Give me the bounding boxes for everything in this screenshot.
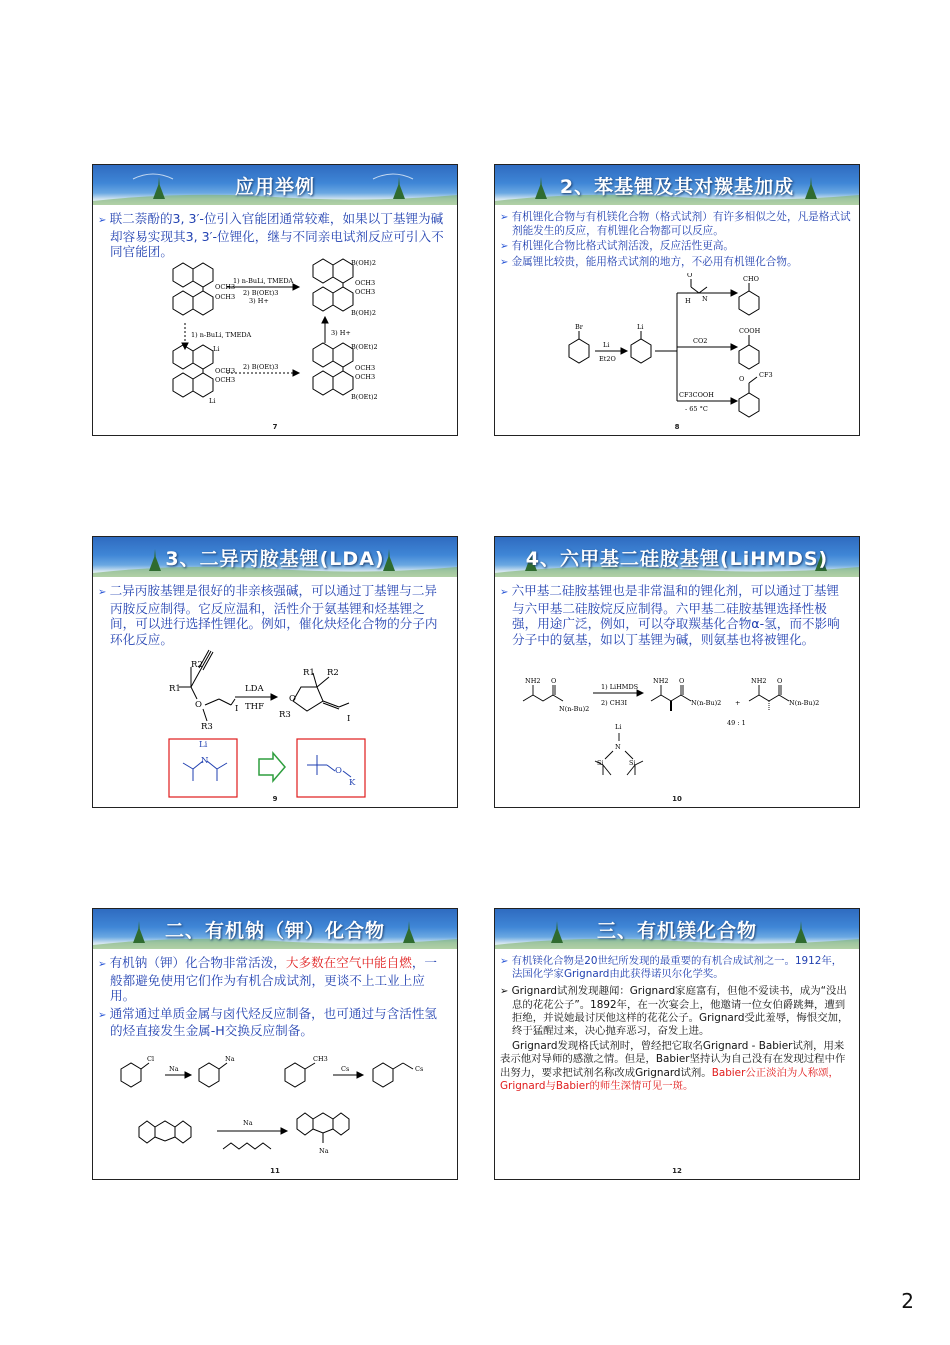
atom-label: N <box>702 295 708 303</box>
slide-page-number: 9 <box>272 795 278 803</box>
group-label: B(OEt)2 <box>351 343 378 351</box>
slide-body <box>98 955 449 1041</box>
slide-page-number: 7 <box>272 423 278 431</box>
atom-label: O <box>687 273 693 279</box>
atom-label: Si <box>597 759 604 767</box>
atom-label: O <box>739 375 745 383</box>
slide-title: 应用举例 <box>234 176 315 198</box>
reagent-label: 1) LiHMDS <box>601 683 639 691</box>
atom-label: Li <box>637 323 644 331</box>
reagent-label: Et2O <box>599 355 616 363</box>
slide-title: 二、有机钠（钾）化合物 <box>164 920 385 942</box>
atom-label: Br <box>575 323 583 331</box>
bullet-item <box>500 955 851 981</box>
group-label: COOH <box>739 327 761 335</box>
group-label: CH3 <box>313 1055 328 1063</box>
group-label: N(n-Bu)2 <box>691 699 722 707</box>
slide-banner <box>495 165 859 205</box>
reagent-label: Li <box>603 341 610 349</box>
slide-banner <box>93 909 457 949</box>
slide-page-number: 11 <box>270 1167 280 1175</box>
arrow-right-icon <box>259 753 285 781</box>
group-label: OCH3 <box>215 376 236 384</box>
arrow-bullet-icon: ➢ <box>500 212 512 223</box>
atom-label: K <box>349 778 356 788</box>
group-label: NH2 <box>525 677 541 685</box>
bullet-text: 金属锂比较贵，能用格式试剂的地方，不必用有机锂化合物。 <box>511 255 798 268</box>
bullet-item <box>500 985 851 1038</box>
slide-title: 2、苯基锂及其对羰基加成 <box>559 176 795 198</box>
group-label: R3 <box>279 710 291 720</box>
reagent-label: - 65 °C <box>685 405 708 413</box>
reagent-label: Na <box>169 1065 179 1073</box>
reagent-label: LDA <box>245 684 264 694</box>
paragraph-highlight: Babier公正淡泊为人称颂，Grignard与Babier的师生深情可见一斑。 <box>500 1066 839 1092</box>
group-label: Li <box>209 397 216 405</box>
arrow-bullet-icon: ➢ <box>500 241 512 252</box>
group-label: OCH3 <box>355 279 376 287</box>
group-label: Li <box>213 345 220 353</box>
arrow-bullet-icon: ➢ <box>500 587 512 598</box>
story-paragraph <box>500 1040 851 1093</box>
group-label: B(OH)2 <box>351 309 376 317</box>
bullet-text: 有机镁化合物是20世纪所发现的最重要的有机合成试剂之一。1912年，法国化学家Grignard由此获得诺贝尔化学奖。 <box>511 955 843 981</box>
atom-label: I <box>235 704 239 714</box>
paragraph-text: Grignard发现格氏试剂时，曾经把它取名Grignard - Babier试剂，用来表示他对导师的感激之情。但是，Babier坚持认为自己没有在发现过程中作出努力，要求把试剂名称改成Grignard试剂。 <box>500 1040 846 1079</box>
reagent-label: 2) B(OEt)3 <box>243 289 279 297</box>
atom-label: Cs <box>415 1065 424 1073</box>
group-label: R1 <box>303 668 315 678</box>
atom-label: O <box>289 694 296 704</box>
organosodium-scheme <box>93 1049 457 1179</box>
slide-body <box>500 211 851 271</box>
slide-page-number: 12 <box>672 1167 682 1175</box>
group-label: R2 <box>191 660 203 670</box>
bullet-highlight: 大多数在空气中能自燃 <box>285 955 412 970</box>
reagent-label: CO2 <box>693 337 708 345</box>
bullet-item <box>98 955 449 1004</box>
slide-banner <box>93 165 457 205</box>
slide-banner <box>495 537 859 577</box>
group-label: B(OEt)2 <box>351 393 378 401</box>
slide-page-number: 8 <box>674 423 680 431</box>
atom-label: Na <box>319 1147 329 1155</box>
atom-label: O <box>777 677 783 685</box>
atom-label: O <box>679 677 685 685</box>
lda-cyclization-scheme <box>93 645 457 805</box>
reagent-label: 2) B(OEt)3 <box>243 363 279 371</box>
bullet-text: 二异丙胺基锂是很好的非亲核强碱，可以通过丁基锂与二异丙胺反应制得。它反应温和，活性介于氨基锂和烃基锂之间，可以进行选择性锂化。例如，催化炔烃化合物的分子内环化反应。 <box>109 583 438 647</box>
slide-banner <box>93 537 457 577</box>
reagent-label: 3) H+ <box>331 329 351 337</box>
atom-label: Li <box>199 740 208 750</box>
bullet-text: Grignard试剂发现趣闻：Grignard家庭富有，但他不爱读书，成为“没出息的花花公子”。1892年，在一次宴会上，他邀请一位女伯爵跳舞，遭到拒绝，并说她最讨厌他这样的花花公子。Grignard受此羞辱，悔恨交加，终于猛醒过来，决心抛弃恶习，奋发上进。 <box>511 985 849 1038</box>
bullet-item <box>98 211 449 260</box>
slide-body <box>98 583 449 649</box>
arrow-bullet-icon: ➢ <box>500 956 512 967</box>
bullet-text: 联二萘酚的3, 3′-位引入官能团通常较难，如果以丁基锂为碱却容易实现其3, 3′-位锂化，继与不同亲电试剂反应可引入不同官能团。 <box>109 211 444 259</box>
atom-label: O <box>551 677 557 685</box>
group-label: OCH3 <box>215 367 236 375</box>
bullet-item <box>500 583 851 647</box>
atom-label: I <box>347 714 351 724</box>
slide-title: 3、二异丙胺基锂(LDA) <box>165 548 385 570</box>
plus-label: + <box>735 699 741 707</box>
phenyllithium-scheme <box>495 273 859 423</box>
bullet-text: 有机锂化合物比格式试剂活泼，反应活性更高。 <box>511 240 735 252</box>
slide-11 <box>92 908 458 1180</box>
slide-body <box>98 211 449 262</box>
group-label: OCH3 <box>355 373 376 381</box>
reagent-label: THF <box>245 702 264 712</box>
atom-label: N <box>201 756 209 766</box>
group-label: CF3 <box>759 371 773 379</box>
arrow-bullet-icon: ➢ <box>500 986 512 998</box>
binaphthol-scheme <box>93 257 457 427</box>
group-label: NH2 <box>751 677 767 685</box>
bullet-item <box>500 211 851 238</box>
arrow-bullet-icon: ➢ <box>98 587 110 598</box>
bullet-text: 有机钠（钾）化合物非常活泼， <box>109 955 286 970</box>
bullet-text: 有机锂化合物与有机镁化合物（格式试剂）有许多相似之处，凡是格式试剂能发生的反应，有机锂化合物都可以反应。 <box>511 211 851 237</box>
arrow-bullet-icon: ➢ <box>98 215 110 226</box>
slide-7 <box>92 164 458 436</box>
reagent-label: CF3COOH <box>679 391 714 399</box>
atom-label: Si <box>629 759 636 767</box>
arrow-bullet-icon: ➢ <box>98 959 110 970</box>
group-label: OCH3 <box>215 293 236 301</box>
slide-banner <box>495 909 859 949</box>
reagent-label: Na <box>243 1119 253 1127</box>
atom-label: N <box>615 743 621 751</box>
slide-title: 4、六甲基二硅胺基锂(LiHMDS) <box>525 548 829 570</box>
atom-label: Na <box>225 1055 235 1063</box>
slide-10 <box>494 536 860 808</box>
slide-body <box>500 955 851 1093</box>
slide-9 <box>92 536 458 808</box>
bullet-text: ，一般都避免使用它们作为有机合成试剂，更谈不上工业上应用。 <box>110 955 437 1003</box>
reagent-label: 2) CH3I <box>601 699 628 707</box>
bullet-item <box>500 256 851 270</box>
group-label: OCH3 <box>355 288 376 296</box>
group-label: R2 <box>327 668 339 678</box>
group-label: OCH3 <box>215 283 236 291</box>
arrow-bullet-icon: ➢ <box>98 1009 110 1021</box>
group-label: NH2 <box>653 677 669 685</box>
group-label: N(n-Bu)2 <box>559 705 590 713</box>
slide-body <box>500 583 851 649</box>
atom-label: H <box>685 297 691 305</box>
page-number: 2 <box>901 1289 914 1313</box>
arrow-bullet-icon: ➢ <box>500 256 512 268</box>
reagent-label: 1) n-BuLi, TMEDA <box>191 331 252 339</box>
atom-label: Cl <box>147 1055 155 1063</box>
reagent-label: 1) n-BuLi, TMEDA <box>233 277 294 285</box>
group-label: N(n-Bu)2 <box>789 699 820 707</box>
slide-12 <box>494 908 860 1180</box>
atom-label: O <box>195 700 202 710</box>
group-label: OCH3 <box>355 364 376 372</box>
group-label: R3 <box>201 722 213 732</box>
slide-title: 三、有机镁化合物 <box>596 920 757 942</box>
group-label: CHO <box>743 275 759 283</box>
bullet-item <box>98 583 449 647</box>
ratio-label: 49 : 1 <box>727 719 746 727</box>
bullet-text: 通常通过单质金属与卤代烃反应制备，也可通过与含活性氢的烃直接发生金属-H交换反应制备。 <box>109 1005 437 1038</box>
reagent-label: 3) H+ <box>249 297 269 305</box>
lihmds-scheme <box>495 671 859 801</box>
atom-label: Li <box>615 723 622 731</box>
bullet-text: 六甲基二硅胺基锂也是非常温和的锂化剂，可以通过丁基锂与六甲基二硅胺烷反应制得。六甲基二硅胺基锂选择性极强，用途广泛，例如，可以夺取羰基化合物α-氢，而不影响分子中的氨基，如以丁基锂为碱，则氨基也将被锂化。 <box>511 583 840 647</box>
bullet-item <box>98 1006 449 1039</box>
reagent-label: Cs <box>341 1065 350 1073</box>
group-label: R1 <box>169 684 181 694</box>
slide-8 <box>494 164 860 436</box>
atom-label: O <box>335 766 342 776</box>
group-label: B(OH)2 <box>351 259 376 267</box>
slide-page-number: 10 <box>672 795 682 803</box>
bullet-item <box>500 240 851 254</box>
